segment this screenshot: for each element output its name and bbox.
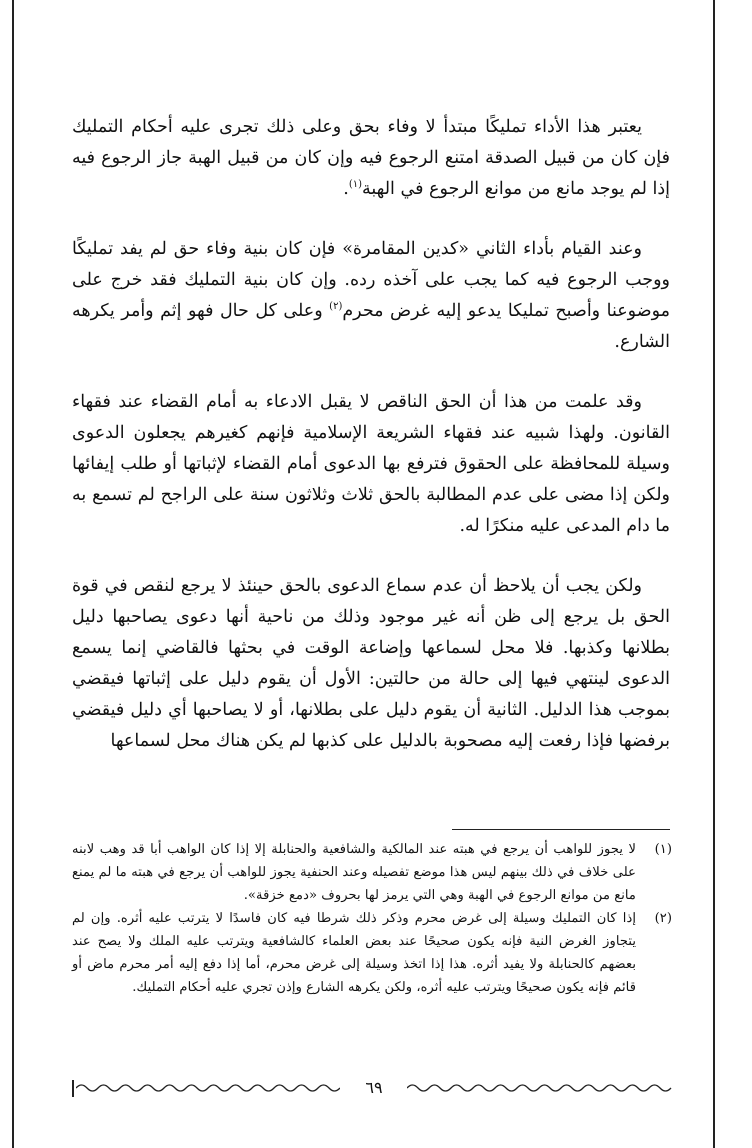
page-edge-left [12, 0, 14, 1148]
paragraph-2 [72, 234, 670, 358]
paragraph-2-text: وعند القيام بأداء الثاني «كدين المقامرة» فإن كان بنية وفاء حق لم يفد تمليكًا ووجب الرجوع فيه كما يجب على آخذه رده. وإن كان بنية التمليك فقد خرج على موضوعنا وأصبح تمليكا يدعو إليه غرض محرم [72, 239, 670, 321]
footnote-1-number: (١) [654, 842, 672, 857]
footnote-ref-2: (٢) [329, 301, 343, 313]
footer-end-mark [72, 1080, 74, 1097]
footnote-1 [72, 838, 672, 907]
paragraph-1-text: يعتبر هذا الأداء تمليكًا مبتدأ لا وفاء بحق وعلى ذلك تجرى عليه أحكام التمليك فإن كان من قبيل الصدقة امتنع الرجوع فيه وإن كان من قبيل الهبة جاز الرجوع فيه إذا لم يوجد مانع من موانع الرجوع في الهبة [72, 117, 670, 199]
page-footer [72, 1078, 670, 1104]
page-edge-right [713, 0, 715, 1148]
footnotes [72, 838, 672, 999]
paragraph-3: وقد علمت من هذا أن الحق الناقص لا يقبل الادعاء به أمام القضاء عند فقهاء القانون. ولهذا شبيه عند فقهاء الشريعة الإسلامية فإنهم كغيرهم يجعلون الدعوى وسيلة للمحافظة على الحقوق فترفع بها الدعوى أمام القضاء لإثباتها أو طلب إيفائها ولكن إذا مضى على عدم المطالبة بالحق ثلاث وثلاثون سنة على الراجح لم تسمع به ما دام المدعى عليه منكرًا له. [72, 392, 670, 536]
footnote-separator [452, 829, 670, 830]
page-number: ٦٩ [365, 1078, 383, 1097]
main-text [72, 112, 670, 786]
footer-ornament-right [407, 1078, 672, 1098]
footnote-2 [72, 907, 672, 999]
footnote-1-text: لا يجوز للواهب أن يرجع في هبته عند المالكية والشافعية والحنابلة إلا إذا كان الواهب أبا قد وهب لابنه على خلاف في ذلك بينهم ليس هذا موضع تفصيله وعند الحنفية يجوز للواهب أن يرجع في هبته ما لم يمنع مانع من موانع الرجوع في الهبة وهي التي يرمز لها بحروف «دمع خزقة». [72, 842, 636, 903]
footnote-2-number: (٢) [654, 911, 672, 926]
footnote-ref-1: (١) [348, 179, 362, 191]
paragraph-2-end: وعلى كل حال فهو إثم وأمر يكرهه الشارع. [72, 301, 670, 352]
footer-ornament-left [76, 1078, 340, 1098]
paragraph-1-end: . [343, 179, 349, 199]
paragraph-1 [72, 112, 670, 205]
footnote-2-text: إذا كان التمليك وسيلة إلى غرض محرم وذكر ذلك شرطا فيه كان فاسدًا لا يترتب عليه أثره. وإن لم يتجاوز الغرض النية فإنه يكون صحيحًا عند بعض العلماء كالشافعية ويترتب عليه الملك ولا يصح عند بعضهم كالحنابلة ولا يفيد أثره. هذا إذا اتخذ وسيلة إلى غرض محرم، أما إذا دفع إليه أمر محرم ماض أو قائم فإنه يكون صحيحًا ويترتب عليه أثره، ولكن يكرهه الشارع وإذن تجري عليه أحكام التمليك. [72, 911, 636, 995]
paragraph-4: ولكن يجب أن يلاحظ أن عدم سماع الدعوى بالحق حينئذ لا يرجع لنقص في قوة الحق بل يرجع إلى ظن أنه غير موجود وذلك من ناحية أنها دعوى يصاحبها دليل بطلانها وكذبها. فلا محل لسماعها وإضاعة الوقت في بحثها فالقاضي إنما يسمع الدعوى لينتهي فيها إلى حالة من حالتين: الأول أن يقوم دليل على إثباتها فيقضي بموجب هذا الدليل. الثانية أن يقوم دليل على بطلانها، أو لا يصاحبها أي دليل فيقضي برفضها فإذا رفعت إليه مصحوبة بالدليل على كذبها لم يكن هناك محل لسماعها [72, 576, 670, 751]
